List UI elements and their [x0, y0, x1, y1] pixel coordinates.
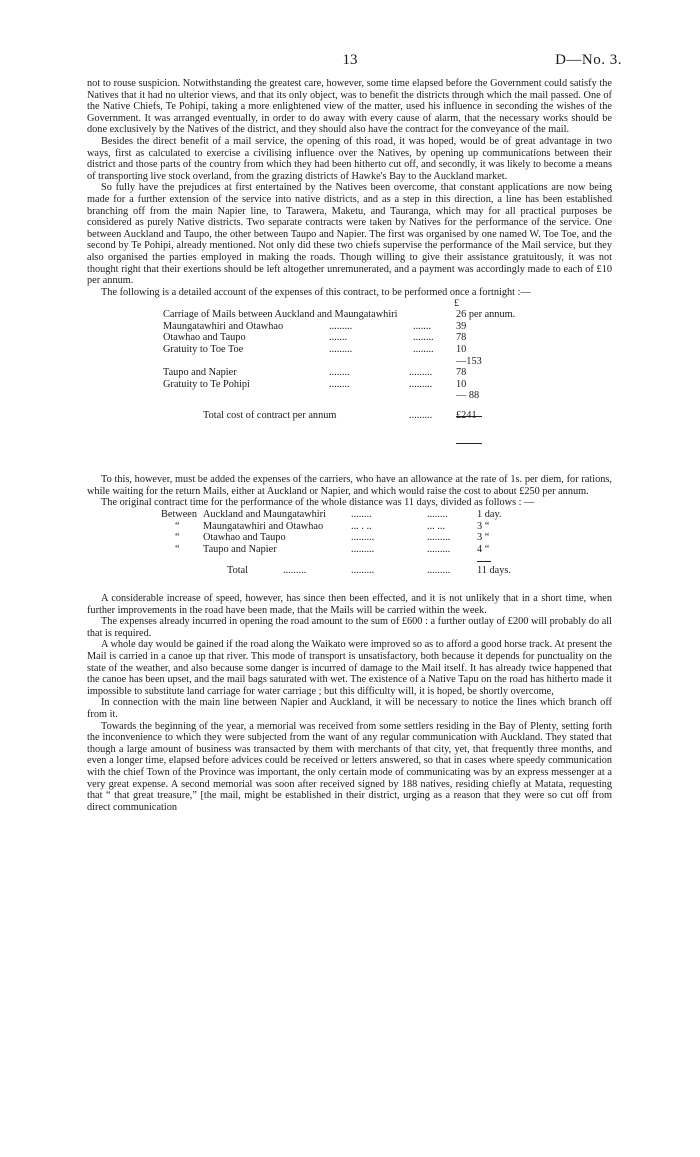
- paragraph: not to rouse suspicion. Notwithstanding the greatest care, however, some time elapsed before the Government could satisfy the Natives that it had no ulterior views, and that its only object, was to benefit the districts through which the mail passed. One of the Native Chiefs, Te Pohipi, taking a more enlightened view of the matter, used his influence in seconding the wishes of the Government. It was arranged eventually, in order to do away with every cause of alarm, that the necessary works should be done exclusively by the Natives of the district, and they should also have the contract for the conveyance of the mail.: [87, 78, 612, 136]
- subtotal-row: — 88: [456, 390, 480, 402]
- paragraph: The following is a detailed account of the expenses of this contract, to be performed once a fortnight :—: [101, 286, 531, 298]
- total-row: Total ......... ......... ......... 11 days.: [227, 565, 511, 577]
- table-row: Gratuity to Te Pohipi ........ ......... 10: [163, 378, 467, 390]
- paragraph: The original contract time for the performance of the whole distance was 11 days, divided as follows : —: [101, 497, 535, 509]
- paragraph: To this, however, must be added the expenses of the carriers, who have an allowance at the rate of 1s. per diem, for rations, while waiting for the return Mails, either at Auckland or Napier, and which would raise the cost to about £250 per annum.: [87, 474, 612, 497]
- divider: [477, 561, 491, 562]
- document-reference: D—No. 3.: [555, 52, 622, 68]
- table-row: Between Auckland and Maungatawhiri ........ ........ 1 day.: [161, 509, 502, 521]
- paragraph: Besides the direct benefit of a mail service, the opening of this road, it was hoped, would be of great advantage in two ways, first as calculated to exercise a civilising influence over the Natives, by opening up communications between their district and those parts of the country from which they had been hitherto cut off, and secondly, it was likely to become a means of transporting live stock overland, from the grazing districts of Hawke's Bay to the Auckland market.: [87, 135, 612, 182]
- divider: [456, 443, 482, 444]
- table-row: “ Maungatawhiri and Otawhao ... . .. ... ... 3 “: [175, 520, 490, 532]
- currency-symbol: £: [454, 298, 460, 310]
- table-row: Carriage of Mails between Auckland and Maungatawhiri 26 per annum.: [163, 309, 516, 321]
- paragraph: The expenses already incurred in opening the road amount to the sum of £600 : a further outlay of £200 will probably do all that is required.: [87, 616, 612, 639]
- paragraph: So fully have the prejudices at first entertained by the Natives been overcome, that constant applications are now being made for a further extension of the service into native districts, and as a step in this direction, a line has been established branching off from the main Napier line, to Tarawera, Maketu, and Tauranga, which may for all practical purposes be considered as purely Native districts. Two separate contracts were taken by Natives for the performance of the service. One between Auckland and Taupo, the other between Taupo and Napier. The first was organised by one named W. Toe Toe, and the second by Te Pohipi, already mentioned. Not only did these two chiefs supervise the performance of the Mail service, but they also organised the parties employed in making the roads. Though willing to give their assistance gratuitously, it was not thought right that their exertions should be left altogether unremunerated, and a payment was accordingly made to each of £10 per annum.: [87, 182, 612, 287]
- paragraph: In connection with the main line between Napier and Auckland, it will be necessary to notice the lines which branch off from it.: [87, 697, 612, 720]
- table-row: “ Taupo and Napier ......... ......... 4 “: [175, 543, 490, 555]
- table-row: Gratuity to Toe Toe ......... ........ 10: [163, 344, 467, 356]
- total-row: Total cost of contract per annum ......... £241: [203, 410, 477, 422]
- subtotal-row: —153: [456, 355, 482, 367]
- expenses-schedule: [87, 298, 612, 474]
- table-row: “ Otawhao and Taupo ......... ......... 3 “: [175, 532, 490, 544]
- table-row: Otawhao and Taupo ....... ........ 78: [163, 332, 467, 344]
- paragraph: Towards the beginning of the year, a memorial was received from some settlers residing in the Bay of Plenty, setting forth the inconvenience to which they were subjected from the want of any regular communication with Auckland. They stated that though a large amount of business was transacted by them with merchants of that city, yet, that frequently three months, and even a longer time, elapsed before advices could be received or letters answered, so that in cases where speedy communication with the chief Town of the Province was important, the only certain mode of communicating was by an express messenger at a very great expense. A second memorial was soon after received signed by 188 natives, residing chiefly at Matata, requesting that “ that great treasure,” [the mail, might be established in their district, urging as a reason that they were so cut off from direct communication: [87, 720, 612, 813]
- page-number: 13: [342, 52, 358, 68]
- time-schedule: [87, 509, 612, 593]
- table-row: Taupo and Napier ........ ......... 78: [163, 367, 467, 379]
- document-body: [87, 78, 612, 813]
- table-row: Maungatawhiri and Otawhao ......... ....... 39: [163, 320, 467, 332]
- paragraph: A considerable increase of speed, however, has since then been effected, and it is not unlikely that in a short time, when further improvements in the road have been made, that the Mails will be carried within the week.: [87, 593, 612, 616]
- paragraph: A whole day would be gained if the road along the Waikato were improved so as to afford a good horse track. At present the Mail is carried in a canoe up that river. This mode of transport is unsatisfactory, both because it depends for punctuality on the state of the weather, and also because some danger is incurred of damage to the Mail itself. It has already twice happened that the canoe has been upset, and the mail bags saturated with wet. The existence of a Native Tapu on the road has hitherto made it impossible to substitute land carriage for water carriage ; but this difficulty will, it is hoped, be shortly overcome,: [87, 639, 612, 697]
